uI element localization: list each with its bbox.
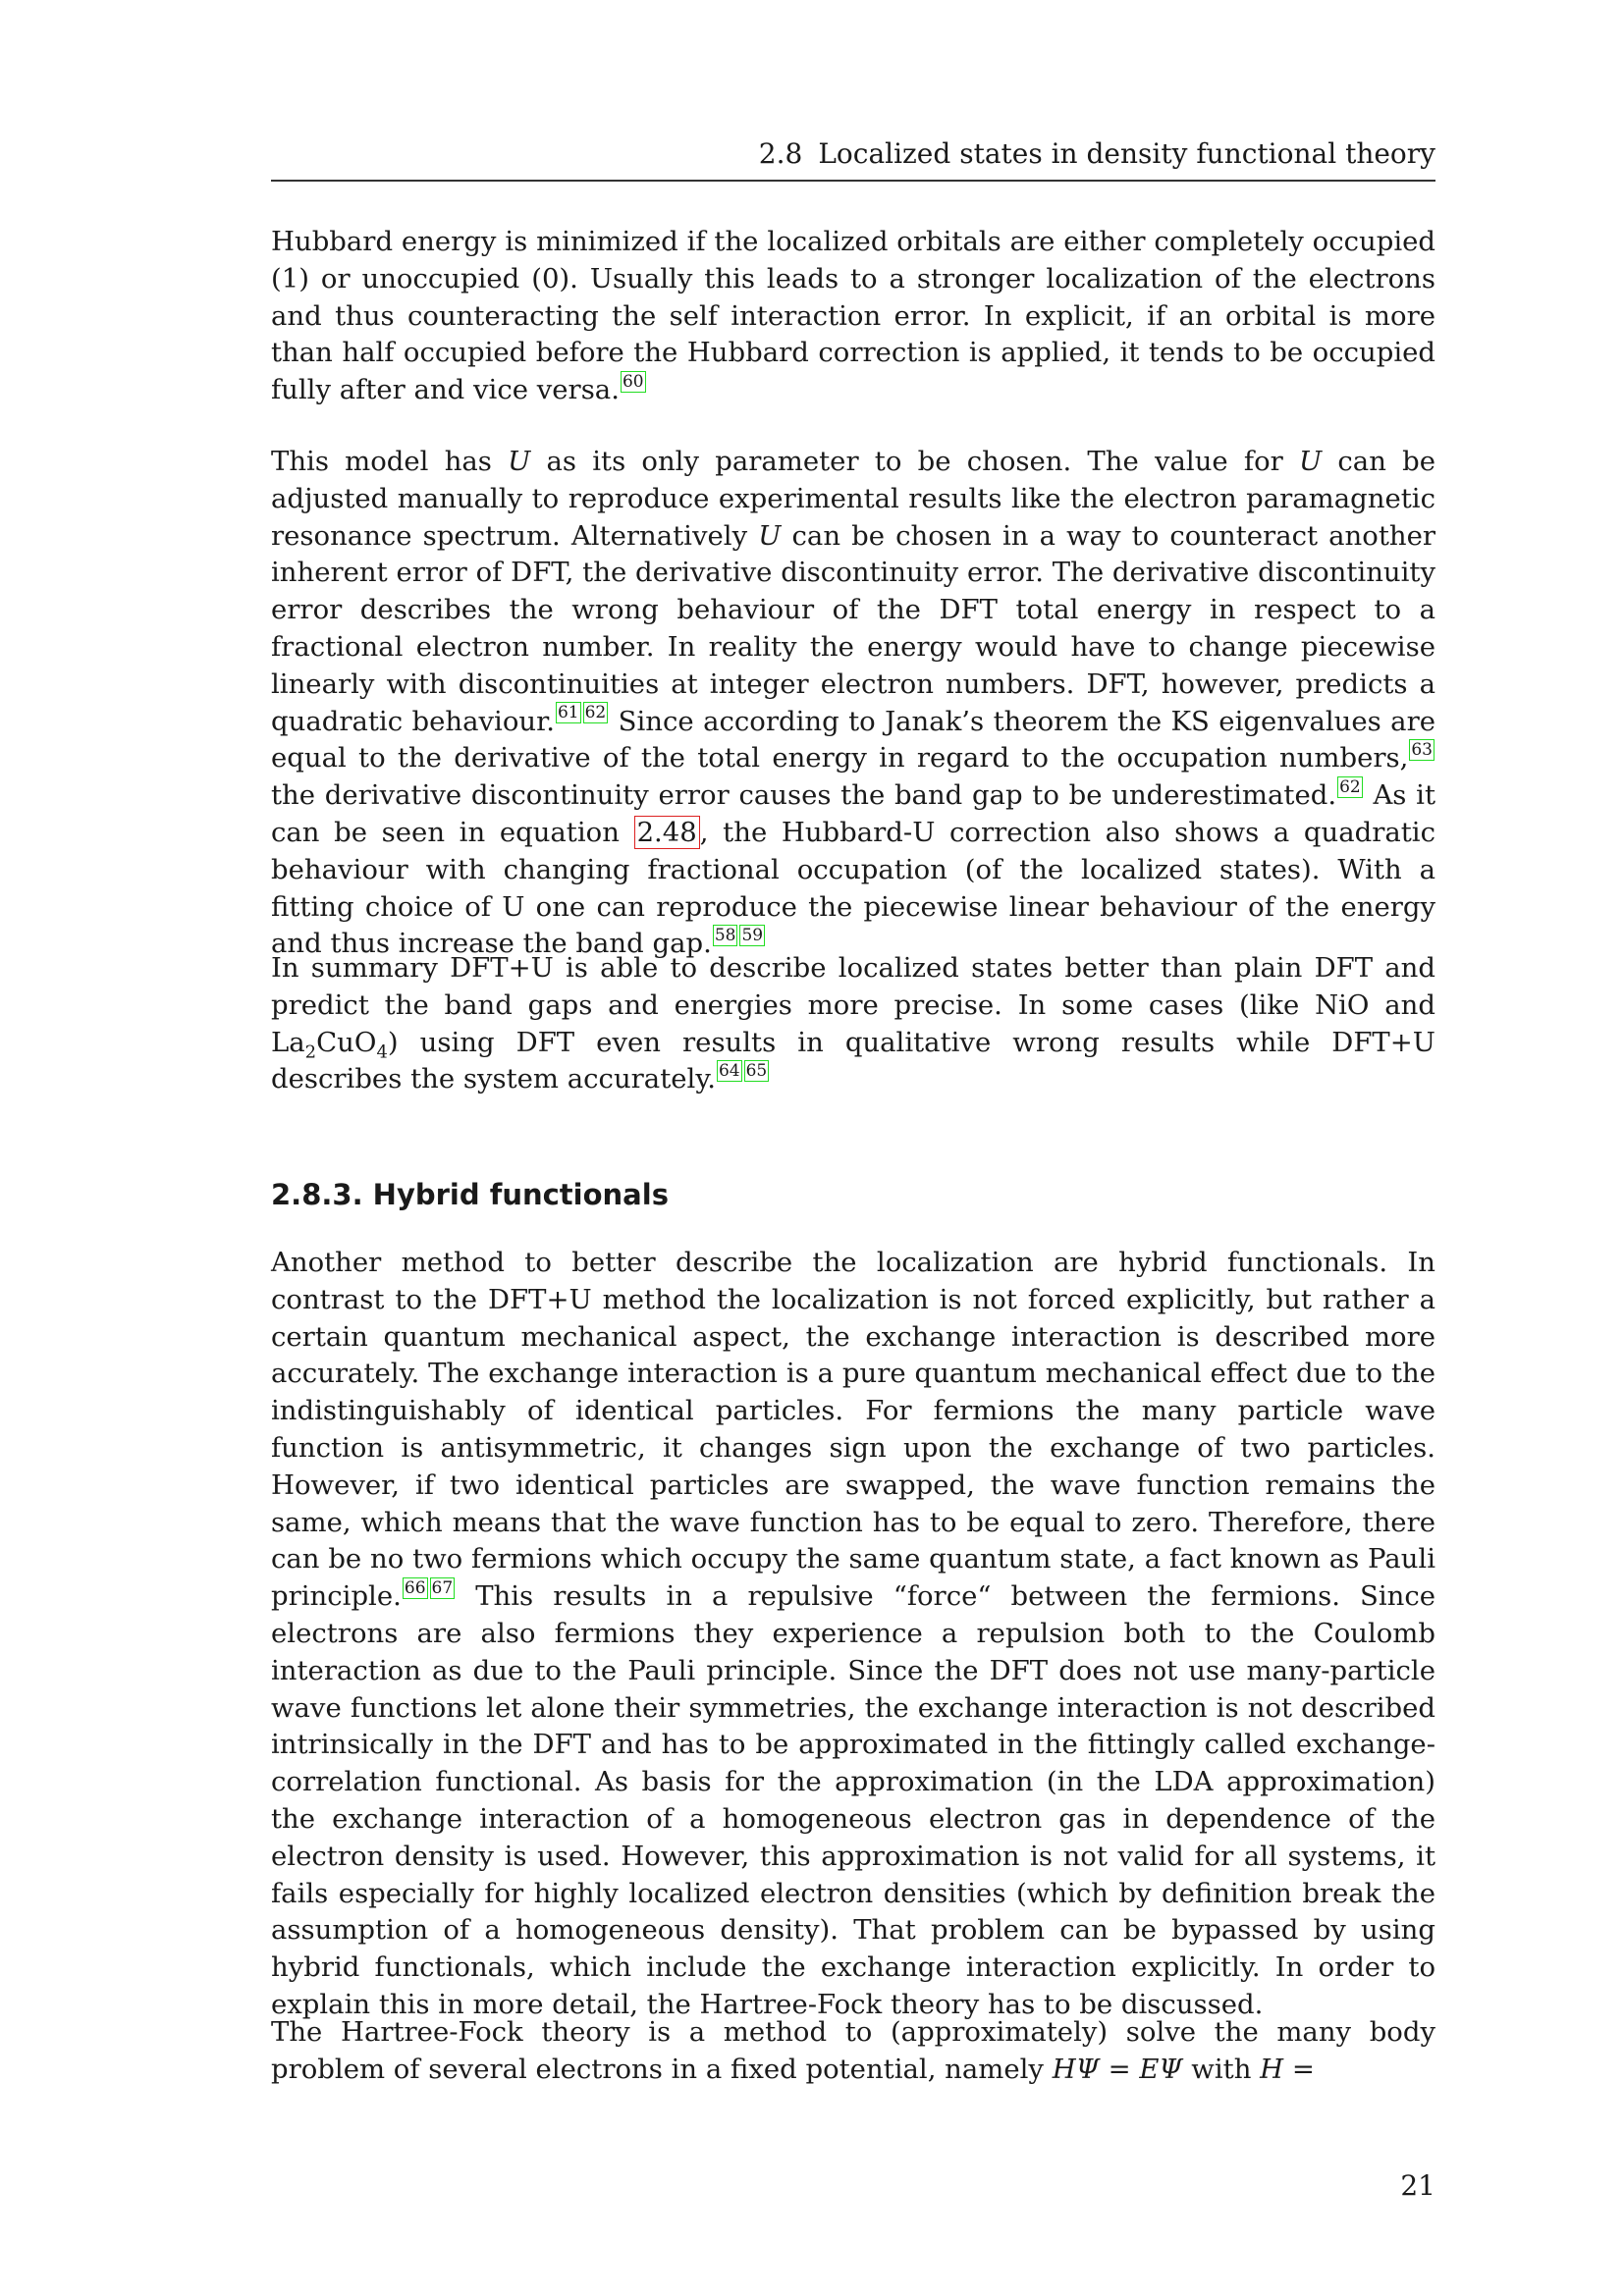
paragraph-text: as its only parameter to be chosen. The value for (530, 446, 1299, 477)
citation-link[interactable]: 62 (584, 703, 607, 723)
paragraph-hubbard-minimization (271, 224, 1435, 409)
paragraph-text: In summary DFT+U is able to describe localized states better than plain DFT and predict the band gaps and energies more precise. In some cases (like NiO and La (271, 952, 1435, 1058)
paragraph-text: This results in a repulsive “force“ between the fermions. Since electrons are also fermions they experience a repulsion both to the Coulomb interaction as due to the Pauli principle. Since the DFT does not use many-particle wave functions let alone their symmetries, the exchange interaction is not described intrinsically in the DFT and has to be approximated in the fittingly called exchange-correlation functional. As basis for the approximation (in the LDA approximation) the exchange interaction of a homogeneous electron gas in dependence of the electron density is used. However, this approximation is not valid for all systems, it fails especially for highly localized electron densities (which by definition break the assumption of a homogeneous density). That problem can be bypassed by using hybrid functionals, which include the exchange interaction explicitly. In order to explain this in more detail, the Hartree-Fock theory has to be discussed. (271, 1580, 1435, 2020)
paragraph-text: , the Hubbard-U correction also shows a quadratic behaviour with changing fractional occupation (of the localized states). With a fitting choice of U one can reproduce the piecewise linear behaviour of the energy and thus increase the band gap. (271, 816, 1435, 960)
citation-link[interactable]: 64 (718, 1061, 740, 1082)
page-number: 21 (1400, 2169, 1435, 2202)
paragraph-hybrid-functionals (271, 1245, 1435, 2024)
math-symbol-u: U (1299, 446, 1323, 477)
subscript: 2 (304, 1041, 317, 1063)
paragraph-text: can be adjusted manually to reproduce experimental results like the electron paramagnetic resonance spectrum. Alternatively (271, 446, 1435, 552)
paragraph-text: Another method to better describe the localization are hybrid functionals. In contrast to the DFT+U method the localization is not forced explicitly, but rather a certain quantum mechanical aspect, the exchange interaction is described more accurately. The exchange interaction is a pure quantum mechanical effect due to the indistinguishably of identical particles. For fermions the many particle wave function is antisymmetric, it changes sign upon the exchange of two particles. However, if two identical particles are swapped, the wave function remains the same, which means that the wave function has to be equal to zero. Therefore, there can be no two fermions which occupy the same quantum state, a fact known as Pauli principle. (271, 1247, 1435, 1613)
paragraph-u-parameter (271, 444, 1435, 963)
math-expression: HΨ (1052, 2053, 1100, 2085)
citation-link[interactable]: 60 (622, 372, 644, 393)
subscript: 4 (376, 1041, 388, 1063)
paragraph-text: with (1182, 2053, 1261, 2085)
citation-link[interactable]: 61 (557, 703, 579, 723)
math-symbol-u: U (758, 519, 782, 552)
paragraph-text: ) using DFT even results in qualitative wrong results while DFT+U describes the system accurately. (271, 1026, 1435, 1095)
citation-link[interactable]: 58 (714, 926, 736, 946)
paragraph-text: CuO (316, 1026, 377, 1058)
paragraph-text: The Hartree-Fock theory is a method to (approximately) solve the many body problem of several electrons in a fixed potential, namely (271, 2016, 1435, 2085)
math-expression: H (1260, 2053, 1284, 2085)
paragraph-text: Hubbard energy is minimized if the localized orbitals are either completely occupied (1) or unoccupied (0). Usually this leads to a stronger localization of the electrons and thus counteracting the self interaction error. In explicit, if an orbital is more than half occupied before the Hubbard correction is applied, it tends to be occupied fully after and vice versa. (271, 226, 1435, 406)
paragraph-text: Since according to Janak’s theorem the KS eigenvalues are equal to the derivative of the total energy in regard to the occupation numbers, (271, 705, 1435, 774)
header-section-number: 2.8 (758, 137, 803, 170)
math-symbol-u: U (508, 446, 531, 477)
paragraph-hartree-fock (271, 2014, 1435, 2089)
section-heading: 2.8.3. Hybrid functionals (271, 1178, 669, 1211)
header-section-title: Localized states in density functional theory (818, 137, 1435, 170)
running-header (271, 137, 1435, 182)
citation-link[interactable]: 63 (1411, 740, 1433, 761)
paragraph-text: As it can be seen in equation (271, 779, 1435, 848)
paragraph-text: can be chosen in a way to counteract another inherent error of DFT, the derivative discontinuity error. The derivative discontinuity error describes the wrong behaviour of the DFT total energy in respect to a fractional electron number. In reality the energy would have to change piecewise linearly with discontinuities at integer electron numbers. DFT, however, predicts a quadratic behaviour. (271, 519, 1435, 737)
citation-link[interactable]: 67 (431, 1578, 454, 1599)
equation-reference-link[interactable]: 2.48 (634, 816, 700, 849)
citation-link[interactable]: 62 (1339, 777, 1361, 798)
paragraph-text: This model has (271, 446, 509, 477)
math-expression: EΨ (1139, 2053, 1183, 2085)
citation-link[interactable]: 66 (404, 1578, 426, 1599)
citation-link[interactable]: 59 (741, 926, 764, 946)
math-operator: = (1283, 2053, 1315, 2085)
math-operator: = (1099, 2053, 1140, 2085)
paragraph-text: the derivative discontinuity error causes the band gap to be underestimated. (271, 779, 1337, 812)
paragraph-summary (271, 950, 1435, 1098)
citation-link[interactable]: 65 (745, 1061, 768, 1082)
